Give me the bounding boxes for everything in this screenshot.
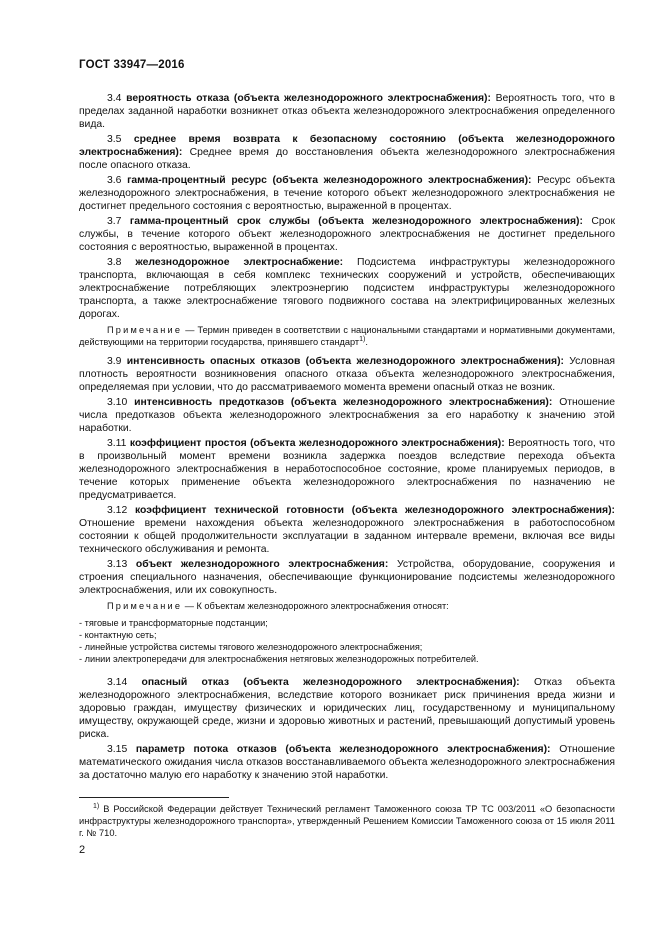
note-text: Термин приведен в соответствии с национальными стандартами и нормативными документами, действующими на территории государства, принявшего стандарт — [79, 325, 616, 347]
term-entry — [79, 215, 615, 254]
list-item: - линейные устройства системы тягового железнодорожного электроснабжения; — [79, 641, 423, 652]
term-title: железнодорожное электроснабжение: — [135, 257, 344, 268]
term-entry — [79, 92, 615, 131]
term-title: интенсивность опасных отказов (объекта железнодорожного электроснабжения): — [126, 355, 564, 367]
note-1 — [79, 325, 615, 349]
footnote-divider — [79, 797, 229, 798]
note-end: . — [365, 336, 368, 347]
term-definition: Условная плотность вероятности возникновения опасного отказа объекта железнодорожного электроснабжения, определяемая при условии, что до рассматриваемого момента времени опасный отказ не возник. — [79, 355, 616, 393]
terms-content — [79, 92, 615, 784]
term-number: 3.7 — [107, 216, 122, 227]
term-title: объект железнодорожного электроснабжения: — [135, 558, 389, 570]
note-2 — [79, 601, 615, 613]
note-text: К объектам железнодорожного электроснабжения относят: — [196, 600, 449, 611]
term-number: 3.6 — [107, 175, 122, 186]
term-entry — [79, 676, 615, 741]
term-entry — [79, 355, 615, 394]
term-number: 3.10 — [107, 396, 128, 408]
footnote-reference: 1) — [359, 335, 366, 343]
term-definition: Ресурс объекта железнодорожного электроснабжения, в течение которого объект железнодорожного электроснабжения не достигнет предельного состояния с вероятностью, выраженной в процентах. — [79, 175, 615, 212]
term-definition: Отношение времени нахождения объекта железнодорожного электроснабжения в работоспособном состоянии к общей продолжительности эксплуатации в заданном интервале времени, включая все виды технического обслуживания и ремонта. — [79, 517, 615, 555]
term-entry — [79, 558, 615, 597]
term-number: 3.9 — [107, 355, 122, 367]
term-title: среднее время возврата к безопасному состоянию (объекта железнодорожного электроснабжения): — [79, 134, 615, 158]
note-dash: — — [182, 325, 198, 335]
term-entry — [79, 743, 615, 782]
term-number: 3.8 — [107, 257, 122, 268]
document-header: ГОСТ 33947—2016 — [79, 59, 185, 71]
term-definition: Подсистема инфраструктуры железнодорожного транспорта, включающая в себя комплекс технических сооружений и устройств, обеспечивающих электроснабжение потребляющих электроэнергию подсистем инфраструктуры железнодорожного транспорта, а также электроснабжение тягового подвижного состава на электрифицированных железных дорогах. — [79, 257, 615, 320]
object-list — [79, 618, 615, 665]
term-title: гамма-процентный срок службы (объекта железнодорожного электроснабжения): — [129, 216, 583, 227]
term-title: гамма-процентный ресурс (объекта железнодорожного электроснабжения): — [127, 175, 532, 186]
term-title: вероятность отказа (объекта железнодорожного электроснабжения): — [126, 93, 491, 104]
term-number: 3.14 — [107, 676, 128, 688]
note-label: Примечание — [107, 325, 183, 335]
term-number: 3.5 — [107, 134, 122, 145]
term-title: коэффициент технической готовности (объекта железнодорожного электроснабжения): — [134, 504, 616, 516]
term-title: параметр потока отказов (объекта железнодорожного электроснабжения): — [135, 743, 551, 755]
term-definition: Среднее время до восстановления объекта железнодорожного электроснабжения после опасного отказа. — [79, 147, 615, 171]
footnote — [79, 803, 615, 839]
term-entry — [79, 504, 615, 556]
term-title: интенсивность предотказов (объекта железнодорожного электроснабжения): — [134, 396, 553, 408]
note-label: Примечание — [107, 600, 183, 611]
footnote-mark: 1) — [93, 802, 100, 810]
term-definition: Отношение математического ожидания числа отказов восстанавливаемого объекта железнодорожного электроснабжения за достаточно малую его наработку к значению этой наработки. — [79, 743, 615, 781]
list-item: - линии электропередачи для электроснабжения нетяговых железнодорожных потребителей. — [79, 653, 479, 664]
term-number: 3.15 — [107, 743, 128, 755]
term-number: 3.13 — [107, 558, 128, 570]
term-entry — [79, 396, 615, 435]
page-number: 2 — [79, 844, 86, 856]
term-title: опасный отказ (объекта железнодорожного электроснабжения): — [141, 676, 520, 688]
term-entry — [79, 174, 615, 213]
footnote-text: В Российской Федерации действует Технический регламент Таможенного союза ТР ТС 003/2011 «О безопасности инфраструктуры железнодорожного транспорта», утвержденный Решением Комиссии Таможенного союза от 15 июля 2011 г. № 710. — [79, 804, 615, 838]
list-item: - тяговые и трансформаторные подстанции; — [79, 618, 268, 629]
note-dash: — — [182, 600, 197, 611]
term-entry — [79, 437, 615, 502]
term-entry — [79, 133, 615, 172]
term-number: 3.12 — [107, 504, 128, 516]
term-definition: Отказ объекта железнодорожного электроснабжения, вследствие которого возникает риск причинения вреда жизни и здоровью граждан, имуществу физических и юридических лиц, государственному и муниципальному имуществу, окружающей среде, жизни и здоровью животных и растений, превышающий допустимый уровень риска. — [79, 676, 616, 740]
term-definition: Отношение числа предотказов объекта железнодорожного электроснабжения за его наработку к значению этой наработки. — [79, 396, 615, 434]
list-item: - контактную сеть; — [79, 630, 157, 641]
term-number: 3.11 — [107, 437, 127, 449]
term-definition: Вероятность того, что в произвольный момент времени возникла задержка поездов вследствие перехода объекта железнодорожного электроснабжения в неработоспособное состояние, кроме планируемых периодов, в течение которых применение объекта железнодорожного электроснабжения по назначению не предусматривается. — [79, 437, 616, 501]
term-title: коэффициент простоя (объекта железнодорожного электроснабжения): — [129, 437, 505, 449]
term-definition: Срок службы, в течение которого объект железнодорожного электроснабжения не достигнет предельного состояния с вероятностью, выраженной в процентах. — [79, 216, 615, 253]
term-definition: Вероятность того, что в пределах заданной наработки возникнет отказ объекта железнодорожного электроснабжения определенного вида. — [79, 93, 616, 130]
term-definition: Устройства, оборудование, сооружения и строения специального назначения, обеспечивающие функционирование подсистемы железнодорожного электроснабжения, или их совокупность. — [79, 558, 616, 596]
term-entry — [79, 256, 615, 321]
term-number: 3.4 — [107, 93, 122, 104]
